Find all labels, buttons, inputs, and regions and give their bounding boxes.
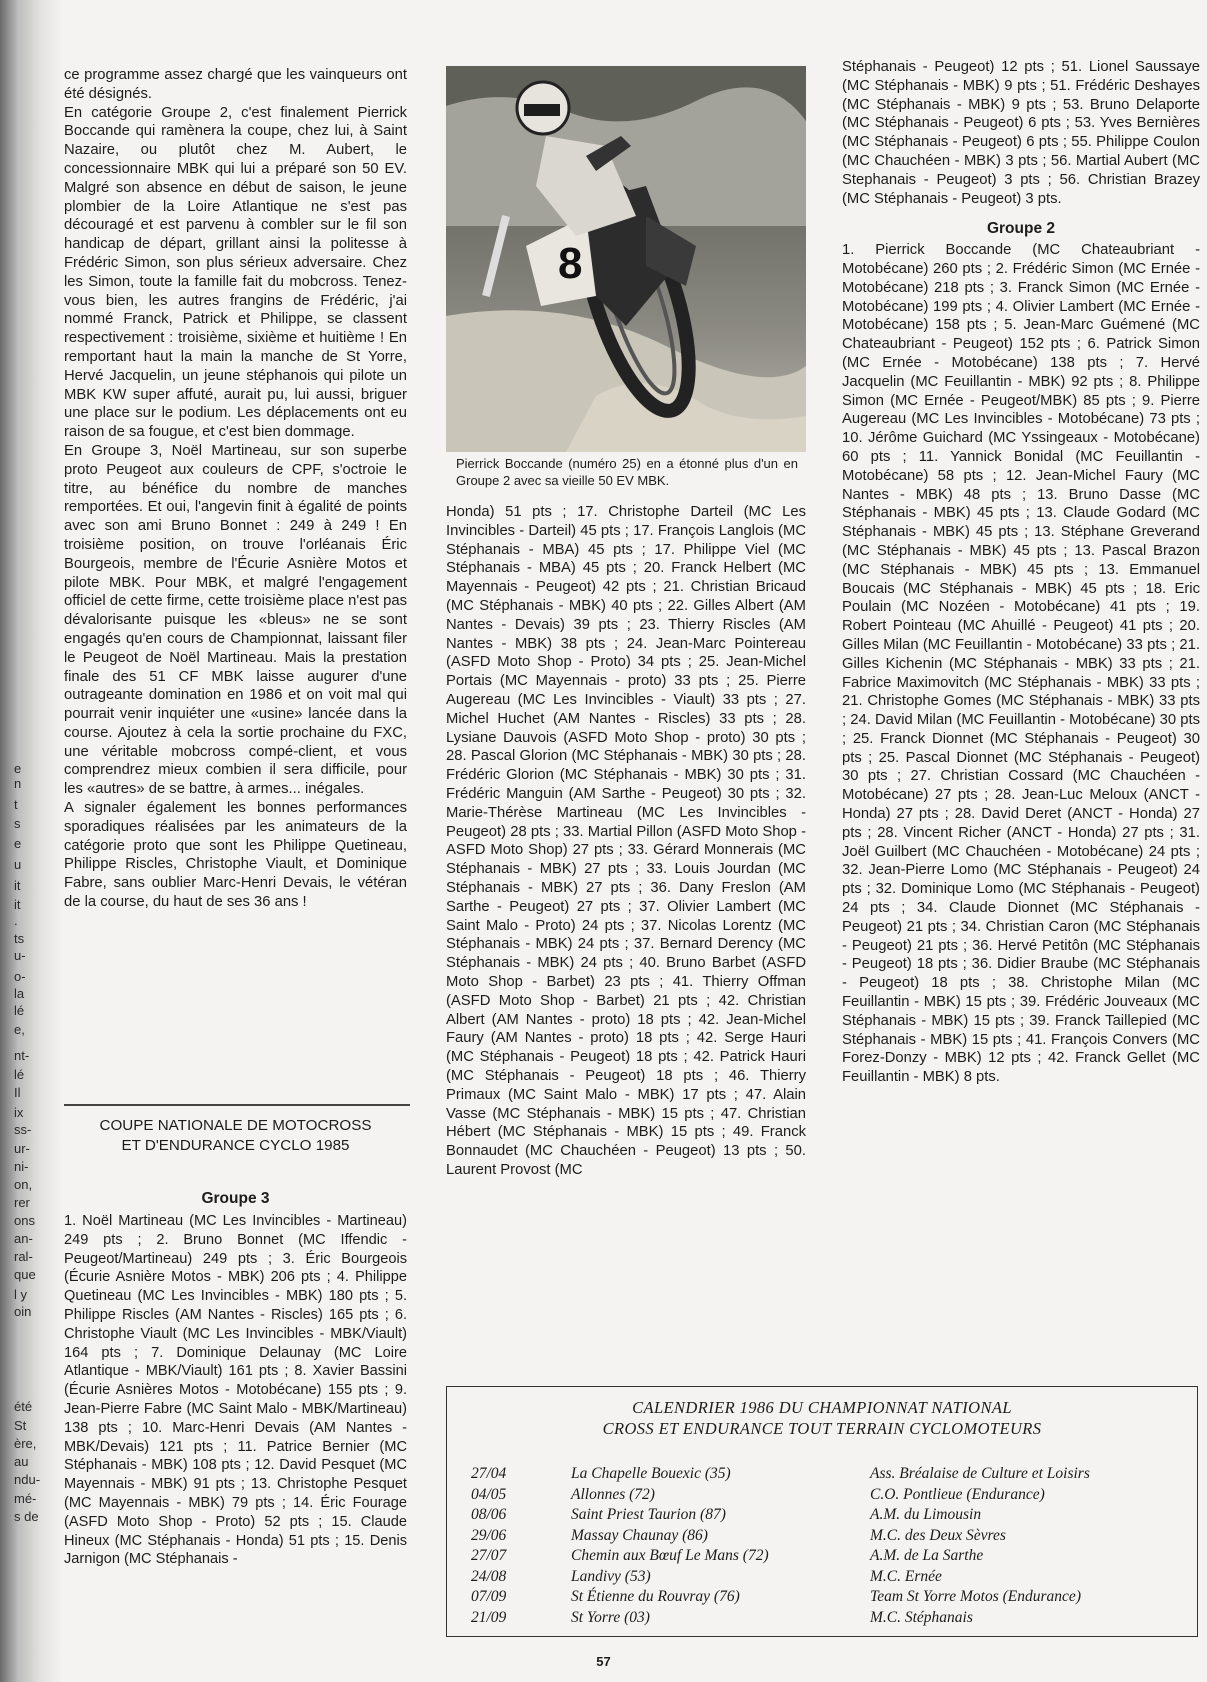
- calendar-organizer: Ass. Bréalaise de Culture et Loisirs: [870, 1465, 1090, 1482]
- calendar-organizer: C.O. Pontlieue (Endurance): [870, 1485, 1045, 1503]
- gutter-fragment: t: [14, 797, 18, 812]
- gutter-fragment: n: [14, 776, 22, 791]
- gutter-fragment: ndu-: [14, 1472, 41, 1487]
- groupe2-results: 1. Pierrick Boccande (MC Chateaubriant - Motobécane) 260 pts ; 2. Frédéric Simon (MC Ernée - Motobécane) 218 pts ; 3. Franck Simon (MC Ernée - Motobécane) 199 pts ; 4. Olivier Lambert (MC Ernée - Motobécane) 158 pts ; 5. Jean-Marc Guémené (MC Chateaubriant - Peugeot) 152 pts ; 6. Patrick Simon (MC Ernée - Motobécane) 138 pts ; 7. Hervé Jacquelin (MC Feuillantin - MBK) 92 pts ; 8. Philippe Simon (MC Ernée - Peugeot/MBK) 85 pts ; 9. Pierre Augereau (MC Les Invincibles - Motobécane) 73 pts ; 10. Jérôme Guichard (MC Yssingeaux - Motobécane) 60 pts ; 11. Yannick Bonidal (MC Feuillantin - Motobécane) 58 pts ; 12. Jean-Michel Faury (MC Nantes - MBK) 48 pts ; 13. Bruno Dasse (MC Stéphanais - MBK) 45 pts ; 13. Claude Godard (MC Stéphanais - MBK) 45 pts ; 13. Stéphane Greverand (MC Stéphanais - MBK) 45 pts ; 13. Pascal Brazon (MC Stéphanais - MBK) 45 pts ; 13. Emmanuel Boucais (MC Stéphanais - MBK) 45 pts ; 18. Eric Poulain (MC Nozéen - Motobécane) 41 pts ; 19. Robert Pointeau (MC Ahuillé - Peugeot) 41 pts ; 20. Gilles Milan (MC Feuillantin - Motobécane) 33 pts ; 21. Gilles Kichenin (MC Stéphanais - MBK) 33 pts ; 21. Fabrice Maximovitch (MC Stéphanais - MBK) 33 pts ; 21. Christophe Gomes (MC Stéphanais - MBK) 33 pts ; 24. David Milan (MC Feuillantin - Motobécane) 30 pts ; 25. Franck Dionnet (MC Stéphanais - Peugeot) 30 pts ; 25. Pascal Dionnet (MC Stéphanais - Peugeot) 30 pts ; 27. Christian Cossard (MC Chauchéen - Motobécane) 27 pts ; 28. Jean-Luc Meloux (ANCT - Honda) 27 pts ; 28. David Deret (ANCT - Honda) 27 pts ; 28. Vincent Richer (ANCT - Honda) 27 pts ; 31. Joël Guilbert (MC Chauchéen - Motobécane) 24 pts ; 32. Jean-Pierre Lomo (MC Stéphanais - Peugeot) 24 pts ; 32. Dominique Lomo (MC Stéphanais - Peugeot) 24 pts ; 34. Claude Dionnet (MC Stéphanais - Peugeot) 21 pts ; 34. Christian Caron (MC Stéphanais - Peugeot) 21 pts ; 36. Hervé Petitôn (MC Stéphanais - Peugeot) 18 pts ; 36. Didier Braube (MC Stéphanais - Peugeot) 18 pts ; 38. Christophe Milan (MC Feuillantin - MBK) 15 pts ; 39. Frédéric Jouveaux (MC Stéphanais - MBK) 15 pts ; 39. Franck Taillepied (MC Stéphanais - MBK) 15 pts ; 41. François Convers (MC Forez-Donzy - MBK) 12 pts ; 42. Franck Gellet (MC Feuillantin - MBK) 8 pts.: [842, 242, 1200, 1086]
- results-column-3: [842, 58, 1200, 1087]
- calendar-place: St Yorre (03): [571, 1608, 650, 1626]
- page-number: 57: [596, 1654, 611, 1669]
- gutter-fragment: rer: [14, 1195, 30, 1210]
- calendar-organizer: Team St Yorre Motos (Endurance): [870, 1588, 1081, 1605]
- gutter-fragment: it: [14, 878, 21, 893]
- calendar-organizer: A.M. du Limousin: [870, 1506, 982, 1523]
- calendar-date: 07/09: [471, 1588, 507, 1605]
- results-continuation: Honda) 51 pts ; 17. Christophe Darteil (MC Les Invincibles - Darteil) 45 pts ; 17. François Langlois (MC Stéphanais - MBA) 45 pts ; 17. Philippe Viel (MC Stéphanais - MBA) 45 pts ; 20. Franck Helbert (MC Mayennais - Peugeot) 42 pts ; 21. Christian Bricaud (MC Stéphanais - MBK) 40 pts ; 22. Gilles Albert (AM Nantes - Devais) 39 pts ; 23. Thierry Riscles (AM Nantes - MBK) 38 pts ; 24. Jean-Marc Pointereau (ASFD Moto Shop - Proto) 34 pts ; 25. Jean-Michel Portais (MC Mayennais - proto) 33 pts ; 25. Pierre Augereau (MC Les Invincibles - Viault) 33 pts ; 27. Michel Huchet (AM Nantes - Riscles) 33 pts ; 28. Lysiane Dauvois (ASFD Moto Shop - proto) 30 pts ; 28. Pascal Glorion (MC Stéphanais - MBK) 30 pts ; 28. Frédéric Glorion (MC Stéphanais - MBK) 30 pts ; 31. Frédéric Manguin (AM Sarthe - Peugeot) 30 pts ; 32. Marie-Thérèse Martineau (MC Les Invincibles - Peugeot) 28 pts ; 33. Martial Pillon (ASFD Moto Shop - ASFD Moto Shop) 27 pts ; 33. Gérard Monnerais (MC Stéphanais - MBK) 27 pts ; 33. Louis Jourdan (MC Stéphanais - MBK) 27 pts ; 36. Dany Freslon (AM Sarthe - Peugeot) 27 pts ; 37. Olivier Lambert (MC Saint Malo - Proto) 24 pts ; 37. Nicolas Lorentz (MC Stéphanais - MBK) 24 pts ; 37. Bernard Derency (MC Stéphanais - MBK) 24 pts ; 40. Bruno Barbet (ASFD Moto Shop - Barbet) 23 pts ; 41. Thierry Offman (ASFD Moto Shop - Barbet) 21 pts ; 42. Christian Albert (AM Nantes - proto) 18 pts ; 42. Jean-Michel Faury (AM Nantes - proto) 18 pts ; 42. Serge Hauri (MC Stéphanais - Peugeot) 18 pts ; 42. Patrick Hauri (MC Stéphanais - Peugeot) 18 pts ; 46. Thierry Primaux (MC Saint Malo - MBK) 17 pts ; 47. Alain Vasse (MC Stéphanais - MBK) 15 pts ; 47. Christian Hébert (MC Stéphanais - MBK) 15 pts ; 49. Franck Bonnaudet (MC Chauchéen - Peugeot) 13 pts ; 50. Laurent Provost (MC: [446, 504, 806, 1178]
- gutter-fragment: ère,: [14, 1436, 37, 1451]
- calendar-place: Massay Chaunay (86): [571, 1526, 708, 1544]
- calendar-row: [471, 1587, 1191, 1608]
- rider-illustration: [446, 66, 806, 452]
- gutter-fragment: on,: [14, 1177, 33, 1192]
- article-paragraph: En catégorie Groupe 2, c'est finalement Pierrick Boccande qui ramènera la coupe, chez lui, à Saint Nazaire, ou plutôt chez M. Aubert, le concessionnaire MBK qui lui a préparé son 50 EV. Malgré son absence en début de saison, le jeune plombier de la Loire Atlantique ne s'est pas découragé et est parvenu à combler sur le fil son handicap de départ, grillant ainsi la politesse à Frédéric Simon, son plus sérieux adversaire. Chez les Simon, toute la famille fait du mobcross. Tenez-vous bien, les autres frangins de Frédéric, j'ai nommé Franck, Patrick et Philippe, se classent respectivement : troisième, sixième et huitième ! En remportant haut la main la manche de St Yorre, Hervé Jacquelin, un jeune stéphanois qui pilote un MBK KW super affuté, aurait pu, lui aussi, briguer une place sur le podium. Les déplacements ont eu raison de sa fougue, et c'est bien dommage.: [64, 104, 407, 441]
- gutter-fragment: it: [14, 897, 21, 912]
- calendar-row: [471, 1485, 1191, 1506]
- groupe3-heading: Groupe 3: [201, 1190, 270, 1207]
- calendar-row: [471, 1505, 1191, 1526]
- section-divider: [64, 1104, 410, 1106]
- calendar-subtitle: CROSS ET ENDURANCE TOUT TERRAIN CYCLOMOTEURS: [602, 1419, 1042, 1438]
- gutter-fragment: lé: [14, 1067, 25, 1082]
- gutter-fragment: St: [14, 1418, 27, 1433]
- calendar-date: 27/04: [471, 1465, 507, 1482]
- calendar-row: [471, 1464, 1191, 1485]
- groupe2-heading: Groupe 2: [986, 220, 1056, 238]
- calendar-title: CALENDRIER 1986 DU CHAMPIONNAT NATIONAL: [632, 1398, 1012, 1417]
- gutter-fragment: oin: [14, 1304, 32, 1319]
- calendar-place: Allonnes (72): [571, 1485, 655, 1503]
- article-column-1: [64, 66, 407, 912]
- gutter-fragment: ral-: [14, 1249, 33, 1264]
- calendar-table: [471, 1464, 1191, 1628]
- gutter-fragment: e: [14, 761, 22, 776]
- calendar-organizer: A.M. de La Sarthe: [870, 1547, 984, 1564]
- gutter-fragment: ss-: [14, 1122, 32, 1137]
- gutter-fragment: e: [14, 836, 22, 851]
- results-title-line: COUPE NATIONALE DE MOTOCROSS: [99, 1117, 372, 1134]
- gutter-fragment: s: [14, 816, 21, 831]
- results-title: [64, 1116, 407, 1155]
- calendar-row: [471, 1608, 1191, 1629]
- gutter-fragment: .: [14, 913, 18, 928]
- calendar-date: 04/05: [471, 1485, 507, 1503]
- gutter-fragment: lé: [14, 1003, 25, 1018]
- gutter-fragment: ni-: [14, 1159, 29, 1174]
- calendar-date: 27/07: [471, 1547, 507, 1564]
- calendar-row: [471, 1546, 1191, 1567]
- calendar-organizer: M.C. Ernée: [870, 1567, 942, 1585]
- groupe3-results: 1. Noël Martineau (MC Les Invincibles - Martineau) 249 pts ; 2. Bruno Bonnet (MC Iffendic - Peugeot/Martineau) 249 pts ; 3. Éric Bourgeois (Écurie Asnière Motos - MBK) 206 pts ; 4. Philippe Quetineau (MC Les Invincibles - MBK) 180 pts ; 5. Philippe Riscles (AM Nantes - Riscles) 165 pts ; 6. Christophe Viault (MC Les Invincibles - MBK/Viault) 164 pts ; 7. Dominique Delaunay (MC Loire Atlantique - MBK/Viault) 161 pts ; 8. Xavier Bassini (Écurie Asnières Motos - Motobécane) 155 pts ; 9. Jean-Pierre Fabre (MC Saint Malo - MBK/Martineau) 138 pts ; 10. Marc-Henri Devais (AM Nantes - MBK/Devais) 121 pts ; 11. Patrice Bernier (MC Stéphanais - MBK) 108 pts ; 12. David Pesquet (MC Mayennais - MBK) 91 pts ; 13. Christophe Pesquet (MC Mayennais - MBK) 79 pts ; 14. Éric Fourage (ASFD Moto Shop - Proto) 52 pts ; 15. Claude Hineux (MC Stéphanais - Honda) 51 pts ; 15. Denis Jarnigon (MC Stéphanais -: [64, 1213, 407, 1568]
- calendar-row: [471, 1526, 1191, 1547]
- gutter-fragment: u: [14, 857, 22, 872]
- calendar-place: Chemin aux Bœuf Le Mans (72): [571, 1547, 769, 1564]
- gutter-fragment: que: [14, 1267, 36, 1282]
- calendar-place: Saint Priest Taurion (87): [571, 1506, 726, 1523]
- calendar-row: [471, 1567, 1191, 1588]
- gutter-fragment: ons: [14, 1213, 35, 1228]
- race-plate-number: 8: [558, 239, 583, 288]
- gutter-fragment: ur-: [14, 1141, 30, 1156]
- results-continuation: Stéphanais - Peugeot) 12 pts ; 51. Lionel Saussaye (MC Stéphanais - MBK) 9 pts ; 51. Frédéric Deshayes (MC Stéphanais - MBK) 9 pts ; 53. Bruno Delaporte (MC Stéphanais - Peugeot) 6 pts ; 53. Yves Bernières (MC Stéphanais - Peugeot) 6 pts ; 55. Philippe Coulon (MC Chauchéen - MBK) 3 pts ; 56. Martial Aubert (MC Stephanais - Peugeot) 3 pts ; 56. Christian Brazey (MC Stéphanais - Peugeot) 3 pts.: [842, 59, 1200, 207]
- calendar-date: 08/06: [471, 1506, 507, 1523]
- gutter-fragment: Il: [14, 1085, 21, 1100]
- gutter-fragment: e,: [14, 1022, 25, 1037]
- gutter-fragment: ix: [14, 1105, 24, 1120]
- gutter-fragment: u-: [14, 948, 26, 963]
- calendar-date: 24/08: [471, 1567, 507, 1585]
- motocross-photo: [446, 66, 806, 452]
- results-title-line: ET D'ENDURANCE CYCLO 1985: [121, 1136, 350, 1154]
- gutter-fragment: an-: [14, 1231, 33, 1246]
- calendar-place: La Chapelle Bouexic (35): [571, 1465, 731, 1482]
- gutter-fragment: s de: [14, 1509, 39, 1524]
- gutter-fragment: o-: [14, 969, 26, 984]
- photo-caption: Pierrick Boccande (numéro 25) en a étonné plus d'un en Groupe 2 avec sa vieille 50 EV MBK.: [456, 456, 798, 488]
- calendar-organizer: M.C. des Deux Sèvres: [870, 1526, 1006, 1544]
- calendar-date: 29/06: [471, 1526, 507, 1544]
- gutter-fragment: été: [14, 1399, 33, 1414]
- article-paragraph: A signaler également les bonnes performances sporadiques réalisées par les animateurs de la catégorie proto que sont les Philippe Quetineau, Philippe Riscles, Christophe Viault, et Dominique Fabre, sans oublier Marc-Henri Devais, le vétéran de la course, du haut de ses 36 ans !: [64, 800, 407, 911]
- calendar-date: 21/09: [471, 1608, 507, 1626]
- gutter-fragment: nt-: [14, 1048, 30, 1063]
- calendar-place: Landivy (53): [571, 1567, 651, 1585]
- calendar-place: St Étienne du Rouvray (76): [571, 1588, 740, 1605]
- gutter-fragment: la: [14, 986, 25, 1001]
- gutter-fragment: ts: [14, 931, 25, 946]
- results-column-2: [446, 503, 806, 1180]
- calendar-box: [446, 1386, 1198, 1637]
- calendar-organizer: M.C. Stéphanais: [870, 1608, 973, 1626]
- article-paragraph: En Groupe 3, Noël Martineau, sur son superbe proto Peugeot aux couleurs de CPF, s'octroie le titre, au bénéfice du nombre de manches remportées. Et oui, l'angevin finit à égalité de points avec son ami Bruno Bonnet : 249 à 249 ! En troisième position, on trouve l'orléanais Éric Bourgeois, membre de l'Écurie Asnière Motos et pilote MBK. Pour MBK, et malgré l'engagement officiel de cette firme, cette troisième place n'est pas dévalorisante puisque les «bleus» ne se sont engagés qu'en cours de Championnat, laissant filer le Peugeot de Noël Martineau. Mais la prestation finale des 51 CF MBK laisse augurer d'une outrageante domination en 1986 et on voit mal qui pourrait venir inquiéter une «usine» lancée dans la course. Ajoutez à cela la sortie prochaine du FXC, une véritable mobcross compé-client, et vous comprendrez mieux combien il sera difficile, pour les «autres» de se battre, à armes... inégales.: [64, 442, 407, 798]
- gutter-fragment: l y: [14, 1287, 27, 1302]
- article-paragraph: ce programme assez chargé que les vainqueurs ont été désignés.: [64, 67, 407, 102]
- page-gutter-shadow: [0, 0, 62, 1682]
- gutter-fragment: au: [14, 1454, 29, 1469]
- gutter-fragment: mé-: [14, 1491, 37, 1506]
